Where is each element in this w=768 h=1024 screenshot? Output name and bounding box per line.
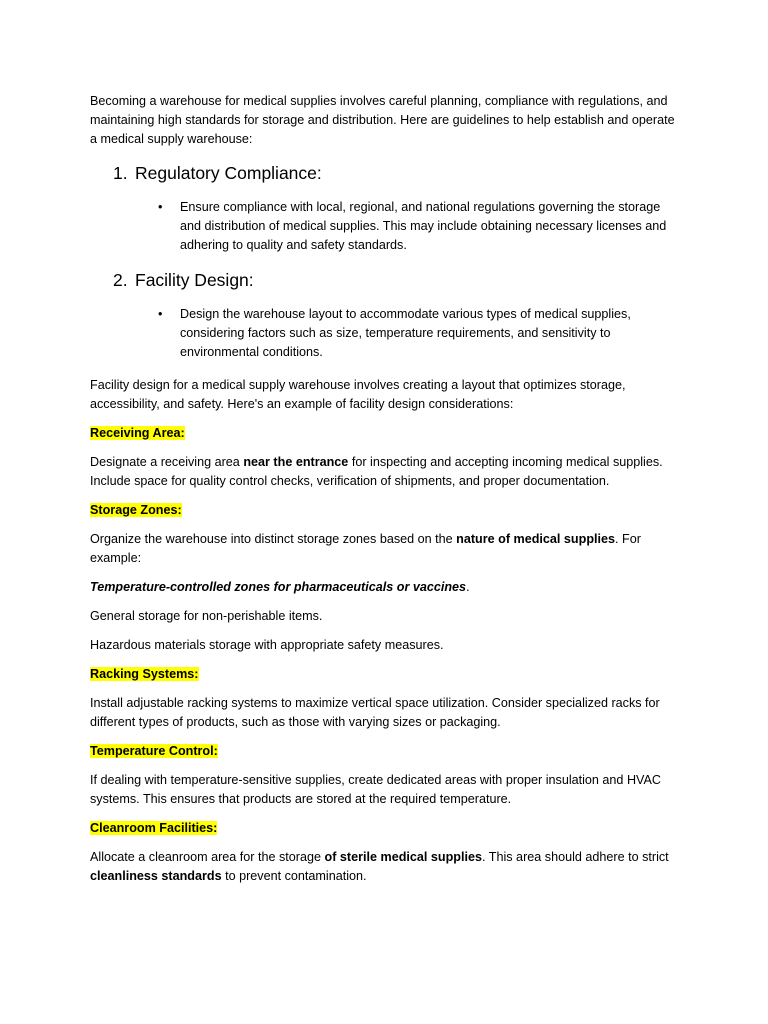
temperature-control-paragraph: If dealing with temperature-sensitive supplies, create dedicated areas with proper insulation and HVAC systems. This ensures that products are stored at the required temperature. xyxy=(90,773,661,806)
intro-paragraph: Becoming a warehouse for medical supplies involves careful planning, compliance with regulations, and maintaining high standards for storage and distribution. Here are guidelines to help establish and operate a medical supply warehouse: xyxy=(90,94,675,146)
bullet-icon: • xyxy=(158,200,163,214)
cleanroom-facilities-paragraph xyxy=(90,848,680,886)
receiving-area-paragraph xyxy=(90,453,680,491)
text-run: Designate a receiving area xyxy=(90,455,244,469)
section-heading-facility-design xyxy=(113,269,680,291)
racking-systems-paragraph: Install adjustable racking systems to maximize vertical space utilization. Consider specialized racks for different types of products, such as those with varying sizes or packaging. xyxy=(90,696,660,729)
section-heading-regulatory-compliance xyxy=(113,162,680,184)
section-title: Regulatory Compliance: xyxy=(135,163,322,183)
bold-text: of sterile medical supplies xyxy=(324,850,482,864)
bold-text: near the entrance xyxy=(243,455,349,469)
section-title: Facility Design: xyxy=(135,270,254,290)
storage-zones-heading xyxy=(90,501,680,520)
cleanroom-facilities-heading xyxy=(90,819,680,838)
text-run: Allocate a cleanroom area for the storage xyxy=(90,850,325,864)
bold-text: cleanliness standards xyxy=(90,869,222,883)
receiving-area-heading xyxy=(90,424,680,443)
section-number: 1. xyxy=(113,163,128,183)
highlighted-label: Temperature Control: xyxy=(90,744,218,758)
facility-intro-paragraph: Facility design for a medical supply warehouse involves creating a layout that optimizes storage, accessibility, and safety. Here's an example of facility design considerations: xyxy=(90,378,626,411)
highlighted-label: Cleanroom Facilities: xyxy=(90,821,218,835)
document-body xyxy=(90,92,680,896)
section-number: 2. xyxy=(113,270,128,290)
temperature-control-heading xyxy=(90,742,680,761)
racking-systems-heading xyxy=(90,665,680,684)
highlighted-label: Storage Zones: xyxy=(90,503,182,517)
storage-example-general: General storage for non-perishable items. xyxy=(90,609,323,623)
bold-text: nature of medical supplies xyxy=(456,532,616,546)
text-run: to prevent contamination. xyxy=(221,869,367,883)
text-run: . This area should adhere to strict xyxy=(482,850,669,864)
text-run: Organize the warehouse into distinct storage zones based on the xyxy=(90,532,457,546)
text-run: for inspecting and accepting incoming medical supplies. Include space for quality control checks, verification of shipments, and proper documentation. xyxy=(90,455,663,488)
bullet-item xyxy=(158,305,680,362)
bullet-text: Ensure compliance with local, regional, and national regulations governing the storage and distribution of medical supplies. This may include obtaining necessary licenses and adhering to quality and safety standards. xyxy=(180,200,667,252)
highlighted-label: Racking Systems: xyxy=(90,667,199,681)
highlighted-label: Receiving Area: xyxy=(90,426,185,440)
storage-example-hazardous: Hazardous materials storage with appropriate safety measures. xyxy=(90,638,444,652)
text-run: . For example: xyxy=(90,532,641,565)
text-run: . xyxy=(466,580,470,594)
bullet-item xyxy=(158,198,680,255)
bullet-icon: • xyxy=(158,307,163,321)
storage-zones-paragraph xyxy=(90,530,680,568)
bold-italic-text: Temperature-controlled zones for pharmaceuticals or vaccines xyxy=(90,580,467,594)
storage-example-temperature xyxy=(90,578,680,597)
bullet-text: Design the warehouse layout to accommodate various types of medical supplies, considering factors such as size, temperature requirements, and sensitivity to environmental conditions. xyxy=(180,307,631,359)
